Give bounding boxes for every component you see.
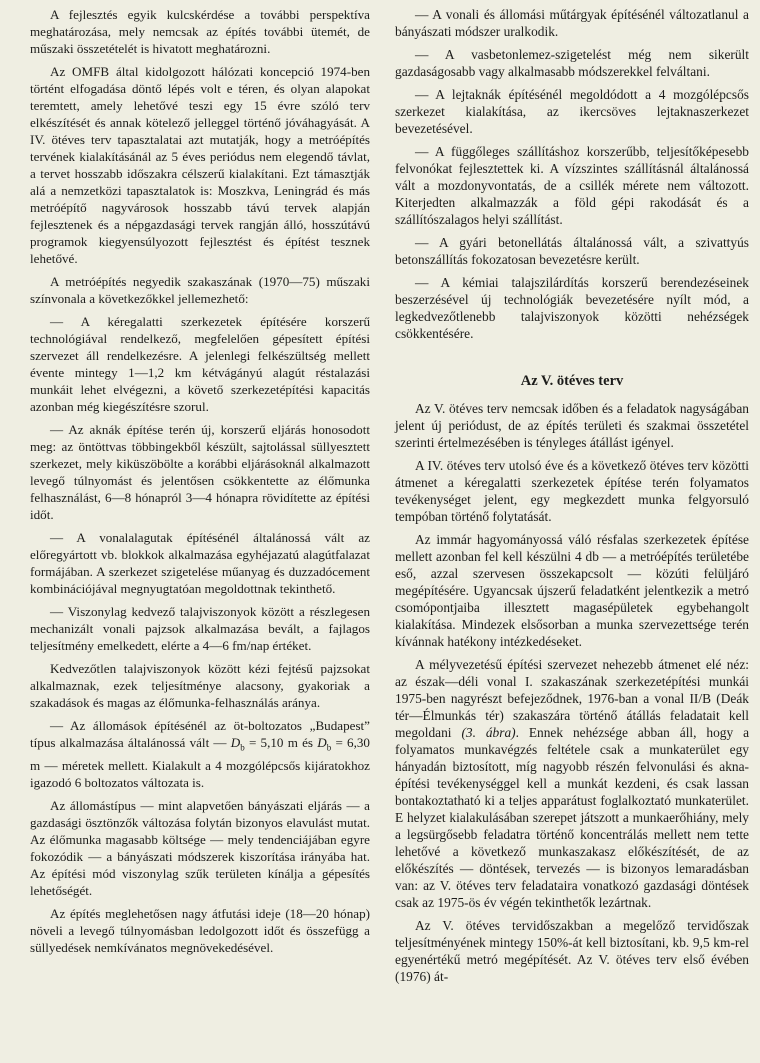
paragraph: — A kémiai talajszilárdítás korszerű berendezéseinek beszerzésével új technológiák bevezetésére nyílt mód, a legkedvezőtlenebb talajviszonyok közötti nehézségek csökkentésére. — [395, 275, 749, 341]
paragraph: Az immár hagyományossá váló résfalas szerkezetek építése mellett azonban fel kell készülni 4 db — a metróépítés területébe eső, azzal szervesen összekapcsolt — közúti felüljáró megépítésére. Ugyancsak újszerű feladatként jelentkezik a metró csomópontjaiba illesztett magasépületek egybehangolt kialakítása. Mindezek elsősorban a munka szervezettsége terén kívánnak hatékony intézkedéseket. — [395, 532, 749, 649]
paragraph: A mélyvezetésű építési szervezet nehezebb átmenet elé néz: az észak—déli vonal I. szakaszának szerkezetépítési munkái 1975-ben nagyrészt befejeződnek, 1976-ban a vonal II/B (Deák tér—Élmunkás tér) szakaszára történő átállás feladatait kell megoldani (3. ábra). Ennek nehézsége abban áll, hogy a folyamatos munkavégzés feltétele csak a munkaterület egy hányadán biztosított, míg nagyobb részén felvonulási és akna-építési tevékenységgel kell a munkát kezdeni, és csak lassan bontakoztatható ki a teljes apparátust foglalkoztató munkaterület. E helyzet kialakulásában szerepet játszott a munkaerőhiány, mely a legsürgősebb feladatra történő koncentrálás mellett nem tette lehetővé a következő munkaszakasz előkészítését, de az előkészítés — döntések, tervezés — is bizonyos lemaradásban van: az V. ötéves terv feladataira vonatkozó gazdasági döntések csak az 1975-ös év végén tekinthetők lezártnak. — [395, 657, 750, 910]
paragraph: — A kéregalatti szerkezetek építésére korszerű technológiával rendelkező, megfelelően gépesített építési szervezet áll rendelkezésre. A jelenlegi felkészültség mellett évente mintegy 1—1,2 km kétvágányú alagút réstalazási munkáit lehet elvégezni, a követő szerkezetépítési kapacitás azonban még kiegészítésre szorul. — [30, 314, 370, 414]
paragraph: — Viszonylag kedvező talajviszonyok között a részlegesen mechanizált vonali pajzsok alkalmazása bevált, a fajlagos teljesítmény emelkedett, elérte a 4—6 fm/nap értéket. — [30, 604, 370, 653]
paragraph: Az V. ötéves tervidőszakban a megelőző tervidőszak teljesítményének mintegy 150%-át kell biztosítani, kb. 9,5 km-rel egyenértékű metró megépítését. Az V. ötéves terv első évében (1976) át- — [395, 918, 749, 984]
left-column — [30, 6, 370, 962]
paragraph: Az állomástípus — mint alapvetően bányászati eljárás — a gazdasági ösztönzők változása folytán bizonyos elavulást mutat. Az élőmunka magasabb költsége — mely tendenciájában egyre fokozódik — a bányászati módszerek kiszorítása irányába hat. Az építési mód viszonylag szűk területen kínálja a gépesítés lehetőségét. — [30, 797, 370, 898]
paragraph: Kedvezőtlen talajviszonyok között kézi fejtésű pajzsokat alkalmaznak, ezek teljesítménye alacsony, gyakoriak a szakadások és magas az élőmunka-felhasználás aránya. — [30, 661, 370, 710]
paragraph: Az építés meglehetősen nagy átfutási ideje (18—20 hónap) növeli a levegő túlnyomásban ledolgozott időt és összefügg a süllyedések nemkívánatos megnövekedésével. — [30, 905, 370, 955]
paragraph: — A függőleges szállításhoz korszerűbb, teljesítőképesebb felvonókat fejlesztettek ki. A vízszintes szállításnál általánossá vált a mozdonyvontatás, de a csillék mérete nem változott. Kiterjedten alkalmazzák a föld gépi rakodását és a szállítószalagos helyi szállítást. — [395, 144, 749, 227]
paragraph: — A lejtaknák építésénél megoldódott a 4 mozgólépcsős szerkezet kialakítása, az ikercsöves lejtaknaszerkezet bevezetésével. — [395, 87, 749, 136]
paragraph: Az OMFB által kidolgozott hálózati koncepció 1974-ben történt elfogadása döntő lépés volt e téren, és olyan alapokat teremtett, amely lehetővé teszi egy 15 évre szóló terv elkészítését és annak kötelező jelleggel történő jóváhagyását. A IV. ötéves terv tapasztalatai azt mutatják, hogy a metróépítés tervének kialakításánál az 5 éves periódus nem elegendő távlat, a tervet hosszabb időszakra célszerű kialakítani. Ezt támasztják alá a nemzetközi tapasztalatok is: Moszkva, Leningrád és más metróépítő nagyvárosok hosszabb távú tervek alapján fejlesztenek és a népgazdasági tervek rangján álló, hosszútávú programok kiegyensúlyozott fejlesztést és építést tesznek lehetővé. — [30, 64, 370, 266]
paragraph: A fejlesztés egyik kulcskérdése a további perspektíva meghatározása, mely nemcsak az építés további ütemét, de műszaki összetételét is hivatott meghatározni. — [30, 7, 370, 56]
paragraph: — A vasbetonlemez-szigetelést még nem sikerült gazdaságosabb vagy alkalmasabb módszerekkel felváltani. — [395, 47, 749, 79]
paragraph: A IV. ötéves terv utolsó éve és a következő ötéves terv közötti átmenet a kéregalatti szerkezetek építése terén folyamatos tevékenységet jelent, egy megkezdett munka felgyorsuló tempóban történő folytatását. — [395, 458, 749, 524]
right-column — [395, 6, 749, 991]
paragraph: — A vonali és állomási műtárgyak építésénél változatlanul a bányászati módszer uralkodik. — [395, 7, 749, 39]
paragraph: — Az aknák építése terén új, korszerű eljárás honosodott meg: az öntöttvas többingekből készült, sajtolással süllyesztett szerkezet, mely kiküszöbölte a korábbi eljárásoknál alkalmazott levegő túlnyomást és jelentősen csökkentette az élőmunka felhasználást, 6—8 hónapról 3—4 hónapra rövidítette az építési időt. — [30, 422, 370, 522]
paragraph: Az V. ötéves terv nemcsak időben és a feladatok nagyságában jelent új periódust, de az építés területi és szakmai összetétel szerinti értelmezésében is tényleges átállást igényel. — [395, 401, 749, 450]
paragraph: — A gyári betonellátás általánossá vált, a szivattyús betonszállítás fokozatosan bevezetésre került. — [395, 235, 749, 267]
section-heading: Az V. ötéves terv — [520, 373, 624, 389]
paragraph: — A vonalalagutak építésénél általánossá vált az előregyártott vb. blokkok alkalmazása egyhéjazatú alagútfalazat formájában. A szerkezet szigetelése műanyag és duzzadócement kombinációjával megnyugtatóan megoldottnak tekinthető. — [30, 530, 370, 596]
paragraph: A metróépítés negyedik szakaszának (1970—75) műszaki színvonala a következőkkel jellemezhető: — [30, 274, 370, 306]
paragraph: — Az állomások építésénél az öt-boltozatos „Budapest” típus alkalmazása általánossá vált — $D_b = 5,10$ m és $D_b = 6,30$ m — méretek mellett. Kialakult a 4 mozgólépcsős kijáratokhoz igazodó 6 boltozatos változata is. — [30, 718, 370, 790]
